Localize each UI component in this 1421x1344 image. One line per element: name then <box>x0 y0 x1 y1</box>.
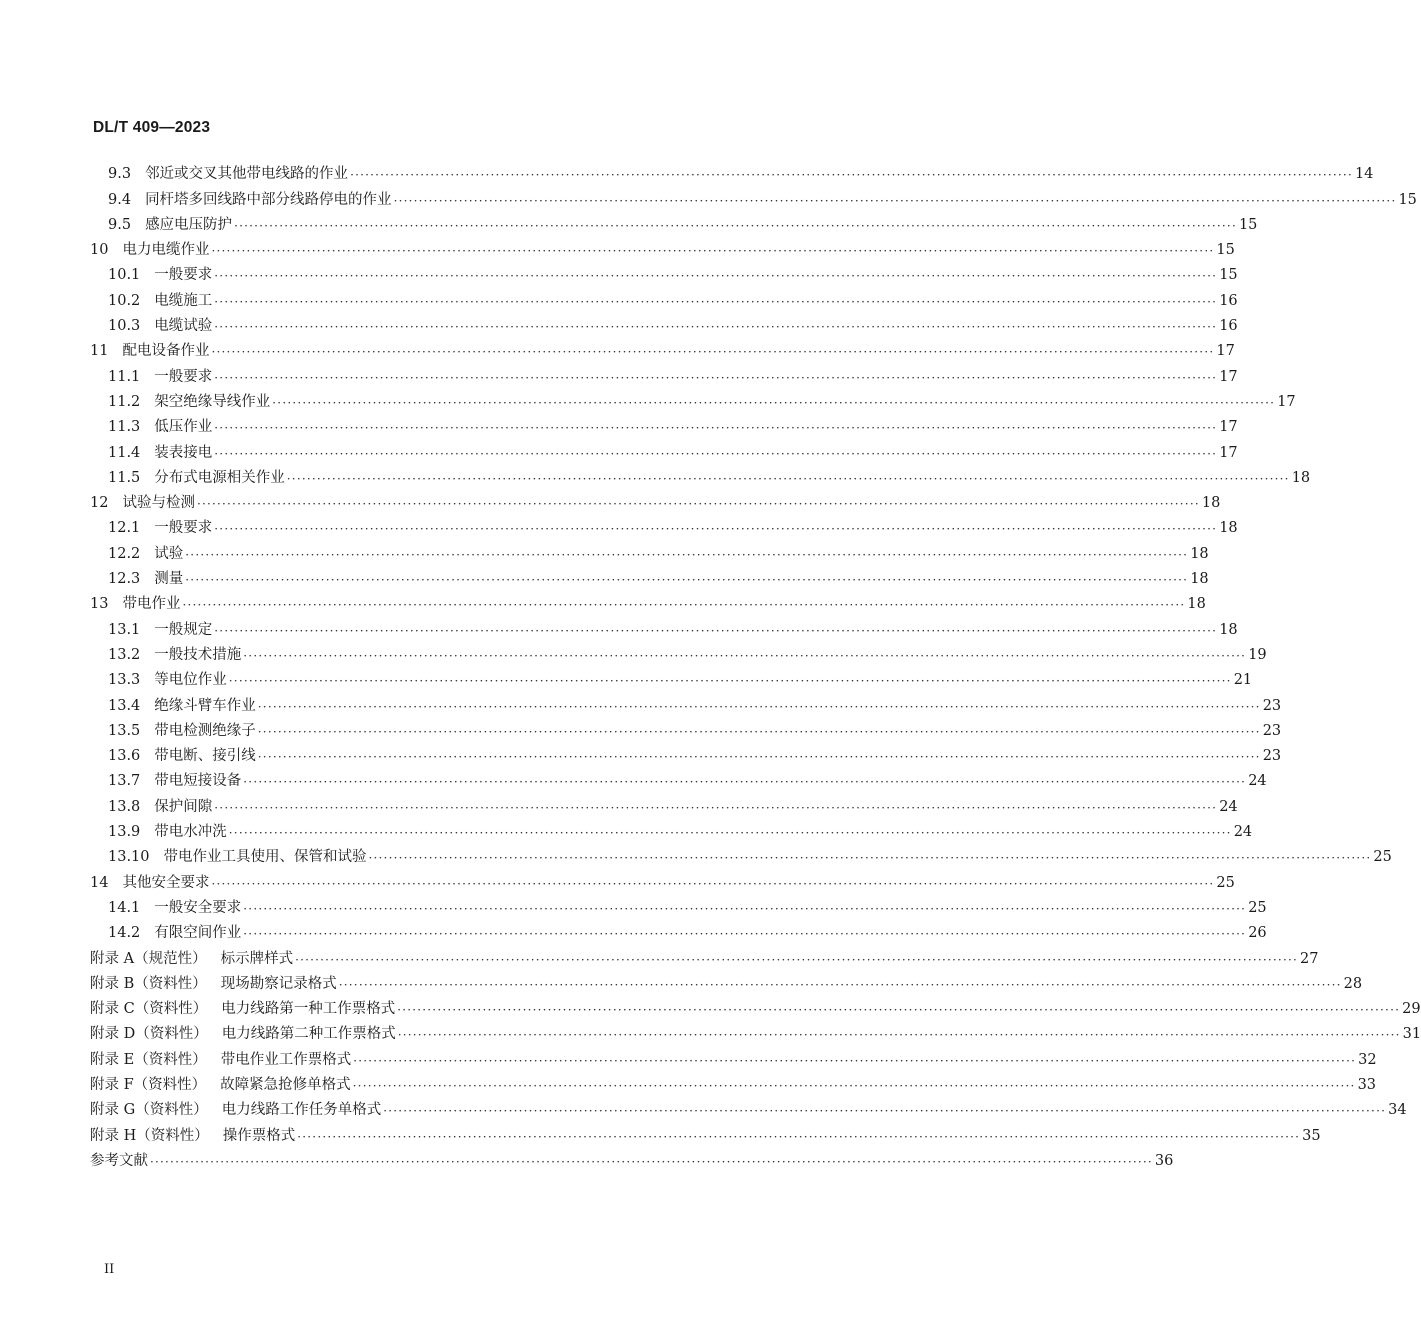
toc-entry-page: 15 <box>1216 242 1235 259</box>
toc-entry-number: 9.4 <box>108 191 132 208</box>
toc-entry-title: 一般要求 <box>154 520 213 537</box>
toc-entry[interactable] <box>90 968 1363 993</box>
toc-entry-page: 23 <box>1262 722 1282 739</box>
toc-leader-dots: ········································································································································································································ <box>383 1104 1387 1119</box>
toc-entry-page: 16 <box>1219 292 1238 309</box>
toc-leader-dots: ········································································································································································································ <box>182 598 1186 613</box>
toc-entry-number: 11.2 <box>108 393 141 410</box>
toc-entry[interactable] <box>90 639 1267 664</box>
toc-entry[interactable] <box>90 487 1221 512</box>
toc-leader-dots: ········································································································································································································ <box>257 750 1261 765</box>
toc-entry-title: 一般要求 <box>154 267 213 284</box>
toc-leader-dots: ········································································································································································································ <box>286 471 1290 486</box>
toc-entry-title: 带电短接设备 <box>154 773 242 790</box>
toc-entry-title: 电力线路第一种工作票格式 <box>221 1001 396 1018</box>
toc-entry[interactable] <box>90 892 1267 917</box>
toc-entry-page: 32 <box>1358 1051 1377 1068</box>
toc-leader-dots: ········································································································································································································ <box>257 724 1261 739</box>
toc-entry-number: 附录 E（资料性） <box>90 1051 207 1068</box>
table-of-contents <box>90 158 1421 1170</box>
toc-entry-title: 一般规定 <box>154 621 213 638</box>
toc-entry-number: 9.3 <box>108 166 132 183</box>
toc-entry-title: 架空绝缘导线作业 <box>154 393 271 410</box>
toc-entry[interactable] <box>90 360 1238 385</box>
toc-entry-page: 28 <box>1343 975 1363 992</box>
toc-entry[interactable] <box>90 715 1282 740</box>
toc-entry-number: 14 <box>90 874 109 891</box>
toc-entry-page: 17 <box>1219 444 1238 461</box>
toc-entry-number: 附录 B（资料性） <box>90 975 207 992</box>
toc-entry[interactable] <box>90 917 1267 942</box>
toc-entry-title: 电力线路第二种工作票格式 <box>221 1026 396 1043</box>
toc-leader-dots: ········································································································································································································ <box>214 421 1218 436</box>
toc-entry-page: 26 <box>1248 925 1267 942</box>
toc-entry-number: 13.2 <box>108 646 141 663</box>
toc-leader-dots: ········································································································································································································ <box>214 800 1218 815</box>
toc-leader-dots: ········································································································································································································ <box>234 218 1237 233</box>
toc-entry-page: 15 <box>1398 191 1417 208</box>
toc-entry[interactable] <box>90 462 1311 487</box>
toc-leader-dots: ········································································································································································································ <box>295 952 1298 967</box>
toc-entry-number: 13.6 <box>108 748 141 765</box>
toc-entry-page: 23 <box>1262 748 1282 765</box>
toc-entry-page: 18 <box>1291 469 1311 486</box>
toc-entry-title: 试验 <box>154 545 184 562</box>
toc-entry-title: 等电位作业 <box>154 672 227 689</box>
toc-entry-number: 11.1 <box>108 368 141 385</box>
toc-entry-page: 34 <box>1388 1102 1407 1119</box>
toc-entry[interactable] <box>90 537 1209 562</box>
toc-entry-title: 试验与检测 <box>122 495 195 512</box>
toc-entry-page: 18 <box>1201 495 1221 512</box>
toc-entry[interactable] <box>90 1094 1407 1119</box>
toc-leader-dots: ········································································································································································································ <box>214 320 1218 335</box>
toc-leader-dots: ········································································································································································································ <box>397 1003 1401 1018</box>
toc-entry[interactable] <box>90 664 1253 689</box>
toc-entry-title: 邻近或交叉其他带电线路的作业 <box>145 166 349 183</box>
toc-entry-number: 12.2 <box>108 545 141 562</box>
toc-entry-number: 13.3 <box>108 672 141 689</box>
toc-entry[interactable] <box>90 158 1374 183</box>
toc-entry[interactable] <box>90 613 1238 638</box>
toc-leader-dots: ········································································································································································································ <box>214 446 1218 461</box>
toc-entry-number: 附录 A（规范性） <box>90 950 207 967</box>
toc-entry-number: 13.4 <box>108 697 141 714</box>
toc-entry-title: 电力线路工作任务单格式 <box>221 1102 382 1119</box>
toc-leader-dots: ········································································································································································································ <box>393 193 1397 208</box>
toc-entry-page: 15 <box>1219 267 1238 284</box>
toc-entry[interactable] <box>90 993 1421 1018</box>
toc-entry-title: 装表接电 <box>154 444 213 461</box>
toc-entry-title: 有限空间作业 <box>154 925 242 942</box>
toc-entry-page: 19 <box>1248 646 1267 663</box>
toc-entry[interactable] <box>90 790 1238 815</box>
toc-entry-number: 11.5 <box>108 469 141 486</box>
toc-entry-number: 12.1 <box>108 520 141 537</box>
toc-entry-title: 操作票格式 <box>222 1127 296 1144</box>
toc-leader-dots: ········································································································································································································ <box>272 395 1276 410</box>
toc-leader-dots: ········································································································································································································ <box>353 1053 1357 1068</box>
toc-entry-title: 带电作业工作票格式 <box>220 1051 352 1068</box>
toc-entry-number: 9.5 <box>108 216 132 233</box>
toc-leader-dots: ········································································································································································································ <box>211 345 1215 360</box>
toc-entry-page: 31 <box>1402 1026 1421 1043</box>
toc-entry-page: 25 <box>1248 899 1267 916</box>
toc-entry-number: 13.5 <box>108 722 141 739</box>
toc-entry[interactable] <box>90 234 1235 259</box>
toc-entry-page: 14 <box>1354 166 1374 183</box>
toc-entry-page: 24 <box>1248 773 1267 790</box>
toc-entry-number: 附录 F（资料性） <box>90 1076 207 1093</box>
toc-entry-number: 10.3 <box>108 318 141 335</box>
toc-entry[interactable] <box>90 588 1206 613</box>
toc-leader-dots: ········································································································································································································ <box>185 573 1189 588</box>
toc-entry-number: 14.2 <box>108 925 141 942</box>
toc-entry-title: 故障紧急抢修单格式 <box>220 1076 351 1093</box>
toc-entry[interactable] <box>90 209 1258 234</box>
toc-entry-page: 16 <box>1219 318 1238 335</box>
toc-entry[interactable] <box>90 284 1238 309</box>
toc-leader-dots: ········································································································································································································ <box>297 1129 1301 1144</box>
toc-leader-dots: ········································································································································································································ <box>228 826 1232 841</box>
toc-leader-dots: ········································································································································································································ <box>257 699 1261 714</box>
toc-leader-dots: ········································································································································································································ <box>150 1154 1153 1169</box>
toc-leader-dots: ········································································································································································································ <box>211 876 1215 891</box>
toc-entry-page: 27 <box>1299 950 1319 967</box>
toc-entry-title: 一般技术措施 <box>154 646 242 663</box>
toc-entry[interactable] <box>90 1069 1377 1094</box>
toc-entry-title: 一般安全要求 <box>154 899 242 916</box>
toc-entry-title: 一般要求 <box>154 368 213 385</box>
toc-leader-dots: ········································································································································································································ <box>243 901 1247 916</box>
toc-leader-dots: ········································································································································································································ <box>214 370 1218 385</box>
toc-entry[interactable] <box>90 386 1296 411</box>
toc-leader-dots: ········································································································································································································ <box>228 674 1232 689</box>
toc-entry-number: 13.9 <box>108 824 141 841</box>
toc-entry-page: 18 <box>1219 520 1238 537</box>
toc-entry-page: 18 <box>1190 571 1209 588</box>
toc-entry[interactable] <box>90 816 1253 841</box>
toc-entry-page: 17 <box>1277 393 1296 410</box>
toc-entry-page: 36 <box>1154 1152 1174 1169</box>
toc-entry-number: 13.1 <box>108 621 141 638</box>
toc-entry-title: 标示牌样式 <box>220 950 294 967</box>
toc-entry-page: 15 <box>1238 216 1258 233</box>
toc-entry-title: 电缆施工 <box>154 292 213 309</box>
toc-entry-number: 12 <box>90 495 109 512</box>
toc-entry-title: 带电水冲洗 <box>154 824 227 841</box>
toc-entry[interactable] <box>90 689 1282 714</box>
toc-entry-title: 带电作业工具使用、保管和试验 <box>163 849 367 866</box>
toc-entry[interactable] <box>90 259 1238 284</box>
toc-leader-dots: ········································································································································································································ <box>397 1028 1401 1043</box>
toc-entry-title: 保护间隙 <box>154 798 213 815</box>
toc-entry-page: 29 <box>1402 1001 1421 1018</box>
toc-entry[interactable] <box>90 411 1238 436</box>
toc-leader-dots: ········································································································································································································ <box>214 623 1218 638</box>
toc-entry[interactable] <box>90 765 1267 790</box>
toc-leader-dots: ········································································································································································································ <box>243 775 1247 790</box>
toc-entry[interactable] <box>90 841 1392 866</box>
toc-leader-dots: ········································································································································································································ <box>368 851 1372 866</box>
toc-entry[interactable] <box>90 866 1235 891</box>
toc-entry-number: 10 <box>90 242 109 259</box>
toc-entry-page: 24 <box>1219 798 1238 815</box>
toc-entry-page: 33 <box>1357 1076 1377 1093</box>
toc-leader-dots: ········································································································································································································ <box>214 294 1218 309</box>
toc-entry[interactable] <box>90 942 1319 967</box>
toc-entry[interactable] <box>90 1043 1377 1068</box>
toc-entry-page: 17 <box>1219 419 1238 436</box>
toc-entry-number: 10.2 <box>108 292 141 309</box>
toc-entry-number: 附录 D（资料性） <box>90 1026 208 1043</box>
toc-leader-dots: ········································································································································································································ <box>350 168 1353 183</box>
toc-entry-page: 18 <box>1187 596 1206 613</box>
toc-entry-title: 测量 <box>154 571 184 588</box>
toc-leader-dots: ········································································································································································································ <box>243 648 1247 663</box>
toc-entry-number: 10.1 <box>108 267 141 284</box>
toc-entry-title: 带电作业 <box>122 596 181 613</box>
toc-entry-number: 13.7 <box>108 773 141 790</box>
toc-entry-page: 24 <box>1233 824 1253 841</box>
toc-entry-title: 感应电压防护 <box>145 216 233 233</box>
toc-entry[interactable] <box>90 335 1235 360</box>
toc-entry-title: 带电断、接引线 <box>154 748 256 765</box>
toc-entry-title: 分布式电源相关作业 <box>154 469 285 486</box>
toc-entry-page: 17 <box>1216 343 1235 360</box>
toc-entry[interactable] <box>90 740 1282 765</box>
document-code: DL/T 409—2023 <box>93 119 211 136</box>
toc-entry-title: 参考文献 <box>90 1152 148 1169</box>
toc-entry-number: 11.3 <box>108 419 141 436</box>
toc-entry-title: 现场勘察记录格式 <box>220 975 337 992</box>
toc-entry-number: 11.4 <box>108 444 141 461</box>
toc-entry-number: 附录 H（资料性） <box>90 1127 209 1144</box>
toc-entry-page: 23 <box>1262 697 1282 714</box>
toc-entry[interactable] <box>90 1145 1174 1170</box>
toc-leader-dots: ········································································································································································································ <box>243 927 1247 942</box>
toc-entry-page: 35 <box>1302 1127 1321 1144</box>
toc-entry-number: 14.1 <box>108 899 141 916</box>
toc-entry[interactable] <box>90 1119 1321 1144</box>
toc-entry[interactable] <box>90 1018 1421 1043</box>
toc-leader-dots: ········································································································································································································ <box>352 1078 1356 1093</box>
toc-leader-dots: ········································································································································································································ <box>214 522 1218 537</box>
toc-entry-page: 25 <box>1216 874 1235 891</box>
toc-leader-dots: ········································································································································································································ <box>338 977 1342 992</box>
toc-entry-number: 13.10 <box>108 849 150 866</box>
toc-entry-title: 绝缘斗臂车作业 <box>154 697 256 714</box>
page-number: II <box>104 1262 115 1277</box>
toc-entry-number: 13.8 <box>108 798 141 815</box>
toc-entry-number: 11 <box>90 343 109 360</box>
toc-entry-page: 18 <box>1190 545 1209 562</box>
toc-entry-title: 电缆试验 <box>154 318 213 335</box>
toc-leader-dots: ········································································································································································································ <box>214 269 1218 284</box>
toc-entry[interactable] <box>90 436 1238 461</box>
toc-entry-page: 21 <box>1233 672 1253 689</box>
toc-entry[interactable] <box>90 512 1238 537</box>
toc-entry-title: 电力电缆作业 <box>122 242 210 259</box>
toc-entry-page: 17 <box>1219 368 1238 385</box>
toc-entry-title: 其他安全要求 <box>122 874 210 891</box>
toc-entry-number: 13 <box>90 596 109 613</box>
toc-entry-page: 25 <box>1373 849 1392 866</box>
toc-entry[interactable] <box>90 183 1417 208</box>
toc-entry-number: 12.3 <box>108 571 141 588</box>
toc-entry-number: 附录 G（资料性） <box>90 1102 208 1119</box>
toc-leader-dots: ········································································································································································································ <box>196 497 1200 512</box>
toc-leader-dots: ········································································································································································································ <box>211 244 1215 259</box>
toc-entry[interactable] <box>90 310 1238 335</box>
toc-entry-number: 附录 C（资料性） <box>90 1001 208 1018</box>
toc-leader-dots: ········································································································································································································ <box>185 547 1189 562</box>
toc-entry-page: 18 <box>1219 621 1238 638</box>
toc-entry-title: 配电设备作业 <box>122 343 210 360</box>
toc-entry-title: 低压作业 <box>154 419 213 436</box>
toc-entry[interactable] <box>90 563 1209 588</box>
toc-entry-title: 同杆塔多回线路中部分线路停电的作业 <box>145 191 392 208</box>
toc-entry-title: 带电检测绝缘子 <box>154 722 256 739</box>
